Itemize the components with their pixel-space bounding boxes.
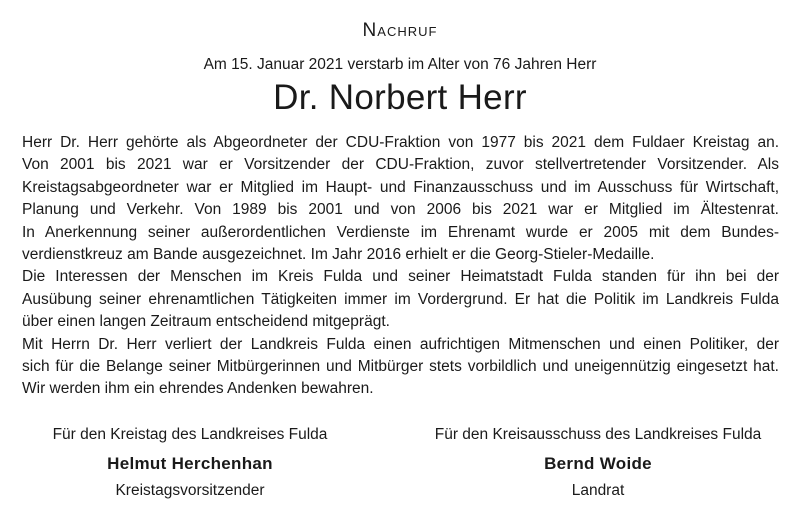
text-line: Von 2001 bis 2021 war er Vorsitzender der CDU-Fraktion, zuvor stellvertretender Vorsitzender. Als — [22, 156, 779, 174]
text-line: In Anerkennung seiner außerordentlichen Verdienste im Ehrenamt wurde er 2005 mit dem Bundes- — [22, 223, 779, 241]
text-line: über einen langen Zeitraum entscheidend mitgeprägt. — [22, 313, 390, 331]
paragraph-farewell — [22, 334, 779, 401]
signature-role: Kreistagsvorsitzender — [115, 482, 265, 499]
notice-body — [22, 132, 779, 401]
text-line: Kreistagsabgeordneter war er Mitglied im Haupt- und Finanzausschuss und im Ausschuss für Wirtschaft, — [22, 178, 779, 196]
signature-kreistag — [10, 426, 370, 500]
signature-role: Landrat — [571, 482, 625, 499]
text-line: Die Interessen der Menschen im Kreis Fulda und seiner Heimatstadt Fulda standen für ihn bei der — [22, 268, 779, 286]
text-line: Planung und Verkehr. Von 1989 bis 2001 und von 2006 bis 2021 war er Mitglied im Ältestenrat. — [22, 201, 779, 219]
paragraph-interests — [22, 266, 779, 333]
signature-kreisausschuss — [418, 426, 778, 500]
signature-organization: Für den Kreistag des Landkreises Fulda — [52, 426, 328, 443]
deceased-name: Dr. Norbert Herr — [273, 78, 527, 117]
text-line: verdienstkreuz am Bande ausgezeichnet. Im Jahr 2016 erhielt er die Georg-Stieler-Medaille. — [22, 246, 655, 264]
signature-organization: Für den Kreisausschuss des Landkreises Fulda — [434, 426, 762, 443]
text-line: Mit Herrn Dr. Herr verliert der Landkreis Fulda einen aufrichtigen Mitmenschen und einen Politiker, der — [22, 335, 779, 353]
text-line: sich für die Belange seiner Mitbürgerinnen und Mitbürger stets vorbildlich und uneigennützig eingesetzt hat. — [22, 358, 779, 376]
text-line: Herr Dr. Herr gehörte als Abgeordneter der CDU-Fraktion von 1977 bis 2021 dem Fuldaer Kreistag an. — [22, 134, 779, 151]
text-line: Ausübung seiner ehrenamtlichen Tätigkeiten immer im Vordergrund. Er hat die Politik im Landkreis Fulda — [22, 290, 779, 308]
signature-person: Helmut Herchenhan — [107, 454, 273, 473]
text-line: Wir werden ihm ein ehrendes Andenken bewahren. — [22, 380, 374, 398]
paragraph-career — [22, 132, 779, 266]
notice-intro: Am 15. Januar 2021 verstarb im Alter von 76 Jahren Herr — [203, 56, 597, 73]
signature-person: Bernd Woide — [544, 454, 652, 473]
notice-heading: Nachruf — [362, 20, 438, 41]
